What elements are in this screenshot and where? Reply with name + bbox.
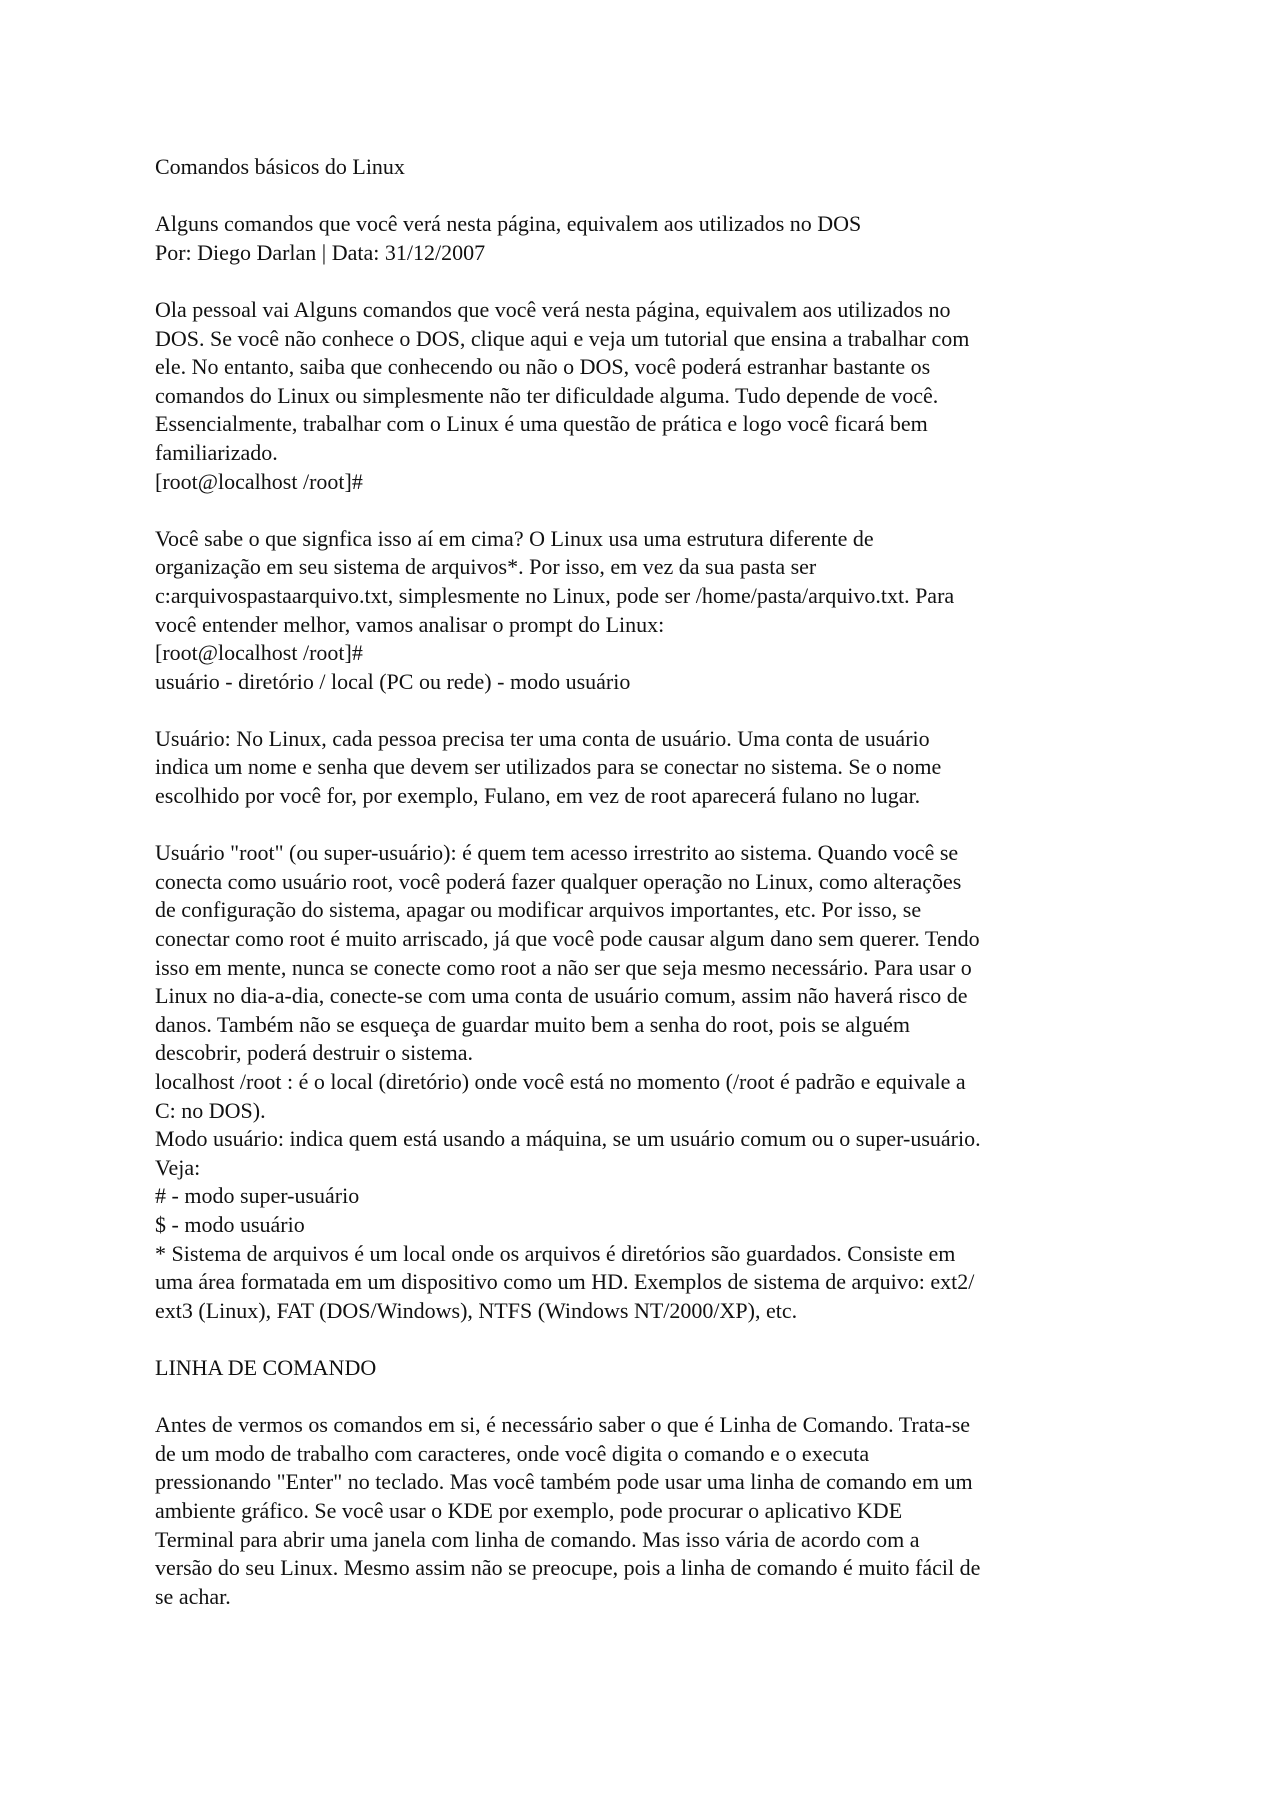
prompt-legend: usuário - diretório / local (PC ou rede) - modo usuário [155,668,631,694]
footnote-line: uma área formatada em um dispositivo como um HD. Exemplos de sistema de arquivo: ext2/ [155,1269,975,1295]
paragraph-line: isso em mente, nunca se conecte como root a não ser que seja mesmo necessário. Para usar o [155,954,972,980]
header-block [155,210,1145,267]
paragraph-line: Ola pessoal vai Alguns comandos que você verá nesta página, equivalem aos utilizados no [155,296,951,322]
paragraph-line: Veja: [155,1154,201,1180]
paragraph-line: Terminal para abrir uma janela com linha de comando. Mas isso vária de acordo com a [155,1526,920,1552]
paragraph-line: localhost /root : é o local (diretório) onde você está no momento (/root é padrão e equivale a [155,1069,966,1094]
paragraph-line: escolhido por você for, por exemplo, Fulano, em vez de root aparecerá fulano no lugar. [155,783,921,809]
footnote-line: ext3 (Linux), FAT (DOS/Windows), NTFS (Windows NT/2000/XP), etc. [155,1297,798,1323]
paragraph-line: descobrir, poderá destruir o sistema. [155,1040,474,1066]
document-title-block [155,153,1145,182]
paragraph-line: Usuário: No Linux, cada pessoa precisa ter uma conta de usuário. Uma conta de usuário [155,725,930,751]
paragraph-line: Antes de vermos os comandos em si, é necessário saber o que é Linha de Comando. Trata-se [155,1412,971,1438]
paragraph-line: se achar. [155,1583,231,1609]
paragraph-line: ambiente gráfico. Se você usar o KDE por exemplo, pode procurar o aplicativo KDE [155,1497,903,1523]
section-heading-block [155,1354,1145,1383]
paragraph-line: C: no DOS). [155,1097,266,1123]
paragraph-line: indica um nome e senha que devem ser utilizados para se conectar no sistema. Se o nome [155,754,942,780]
document-subtitle: Alguns comandos que você verá nesta página, equivalem aos utilizados no DOS [155,211,862,237]
paragraph-line: organização em seu sistema de arquivos*. Por isso, em vez da sua pasta ser [155,554,817,580]
prompt-example: [root@localhost /root]# [155,640,363,666]
paragraph-line: conecta como usuário root, você poderá fazer qualquer operação no Linux, como alterações [155,868,962,894]
command-line-paragraph [155,1411,1145,1611]
prompt-paragraph [155,525,1145,697]
paragraph-line: Modo usuário: indica quem está usando a máquina, se um usuário comum ou o super-usuário. [155,1126,981,1152]
root-paragraph [155,839,1145,1325]
paragraph-line: pressionando "Enter" no teclado. Mas você também pode usar uma linha de comando em um [155,1469,973,1495]
paragraph-line: Usuário "root" (ou super-usuário): é quem tem acesso irrestrito ao sistema. Quando você se [155,840,959,866]
paragraph-line: de um modo de trabalho com caracteres, onde você digita o comando e o executa [155,1440,870,1466]
paragraph-line: DOS. Se você não conhece o DOS, clique aqui e veja um tutorial que ensina a trabalhar com [155,325,970,351]
intro-paragraph [155,296,1145,496]
paragraph-line: Você sabe o que signfica isso aí em cima? O Linux usa uma estrutura diferente de [155,525,874,551]
mode-item-superuser: # - modo super-usuário [155,1183,360,1209]
paragraph-line: ele. No entanto, saiba que conhecendo ou não o DOS, você poderá estranhar bastante os [155,354,931,380]
footnote-line: * Sistema de arquivos é um local onde os arquivos é diretórios são guardados. Consiste em [155,1240,956,1266]
document-title: Comandos básicos do Linux [155,154,405,179]
author-byline: Por: Diego Darlan | Data: 31/12/2007 [155,239,486,265]
paragraph-line: você entender melhor, vamos analisar o prompt do Linux: [155,611,665,637]
paragraph-line: danos. Também não se esqueça de guardar muito bem a senha do root, pois se alguém [155,1011,911,1037]
paragraph-line: comandos do Linux ou simplesmente não ter dificuldade alguma. Tudo depende de você. [155,382,939,408]
user-paragraph [155,725,1145,811]
paragraph-line: de configuração do sistema, apagar ou modificar arquivos importantes, etc. Por isso, se [155,897,922,923]
paragraph-line: familiarizado. [155,439,278,465]
section-heading: LINHA DE COMANDO [155,1354,377,1380]
paragraph-line: Linux no dia-a-dia, conecte-se com uma conta de usuário comum, assim não haverá risco de [155,983,968,1009]
prompt-example: [root@localhost /root]# [155,468,363,494]
document-page [155,153,1145,1640]
paragraph-line: Essencialmente, trabalhar com o Linux é uma questão de prática e logo você ficará bem [155,411,928,437]
paragraph-line: conectar como root é muito arriscado, já que você pode causar algum dano sem querer. Tendo [155,926,980,952]
paragraph-line: versão do seu Linux. Mesmo assim não se preocupe, pois a linha de comando é muito fácil de [155,1555,981,1581]
mode-item-user: $ - modo usuário [155,1211,305,1237]
paragraph-line: c:arquivospastaarquivo.txt, simplesmente no Linux, pode ser /home/pasta/arquivo.txt. Para [155,582,955,608]
